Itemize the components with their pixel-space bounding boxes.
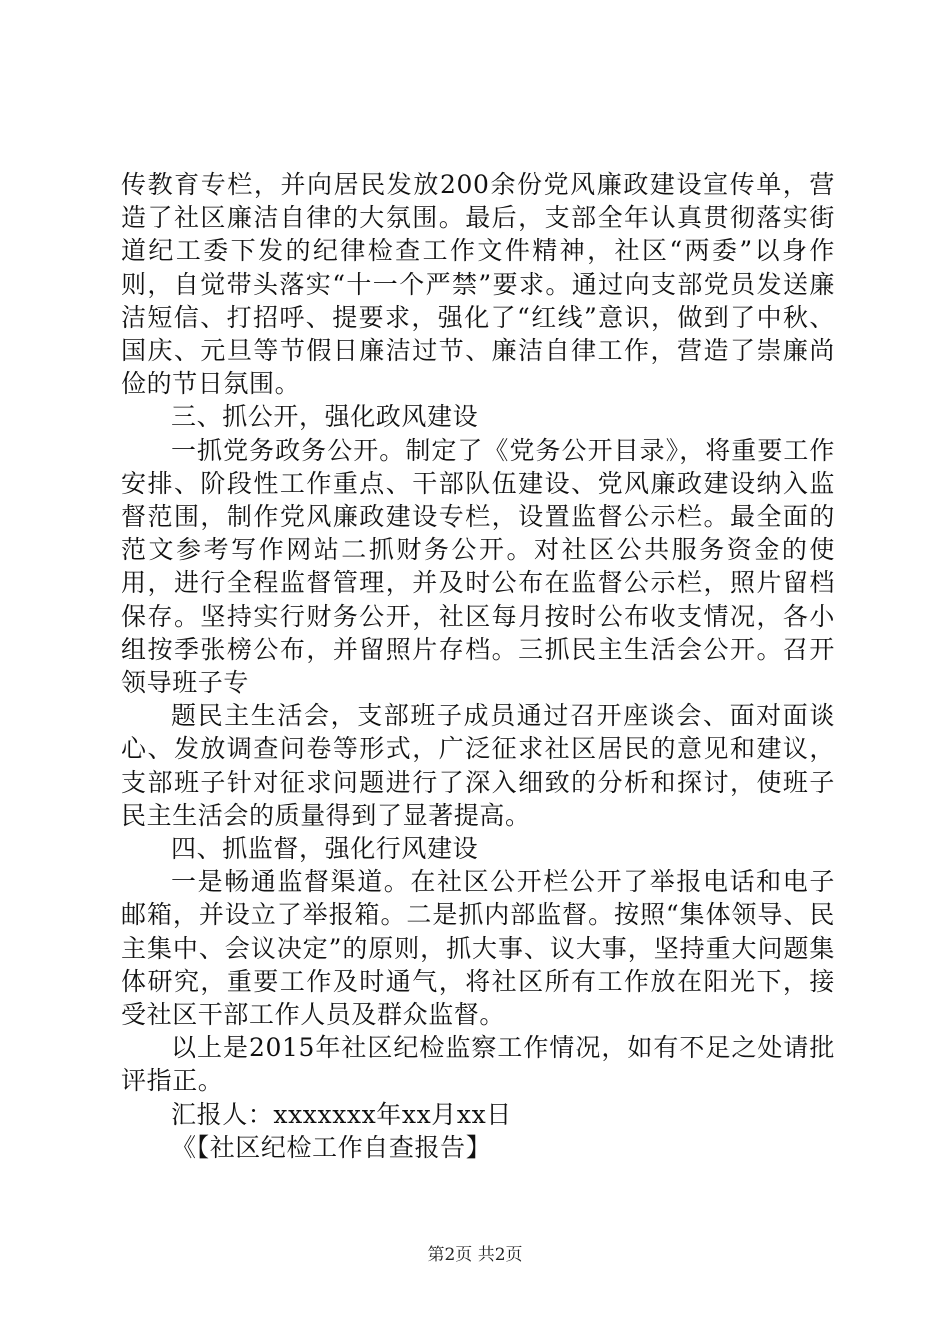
- paragraph-intro: 传教育专栏，并向居民发放200余份党风廉政建设宣传单，营造了社区廉洁自律的大氛围。最后，支部全年认真贯彻落实街道纪工委下发的纪律检查工作文件精神，社区“两委”以身作则，自觉带头落实“十一个严禁”要求。通过向支部党员发送廉洁短信、打招呼、提要求，强化了“红线”意识，做到了中秋、国庆、元旦等节假日廉洁过节、廉洁自律工作，营造了崇廉尚俭的节日氛围。: [121, 170, 835, 399]
- document-body: [121, 168, 835, 1164]
- reporter-line: 汇报人：xxxxxxx年xx月xx日: [171, 1099, 512, 1129]
- paragraph-supervision: 一是畅通监督渠道。在社区公开栏公开了举报电话和电子邮箱，并设立了举报箱。二是抓内部监督。按照“集体领导、民主集中、会议决定”的原则，抓大事、议大事，坚持重大问题集体研究，重要工作及时通气，将社区所有工作放在阳光下，接受社区干部工作人员及群众监督。: [121, 867, 835, 1030]
- heading-section-4: 四、抓监督，强化行风建设: [171, 834, 479, 864]
- document-title-reference: 《【社区纪检工作自查报告】: [171, 1132, 492, 1162]
- paragraph-conclusion: 以上是2015年社区纪检监察工作情况，如有不足之处请批评指正。: [121, 1033, 835, 1096]
- heading-section-3: 三、抓公开，强化政风建设: [171, 402, 479, 432]
- paragraph-democratic-meeting: 题民主生活会，支部班子成员通过召开座谈会、面对面谈心、发放调查问卷等形式，广泛征求社区居民的意见和建议，支部班子针对征求问题进行了深入细致的分析和探讨，使班子民主生活会的质量得到了显著提高。: [121, 701, 835, 830]
- paragraph-party-affairs: 一抓党务政务公开。制定了《党务公开目录》，将重要工作安排、阶段性工作重点、干部队伍建设、党风廉政建设纳入监督范围，制作党风廉政建设专栏，设置监督公示栏。最全面的范文参考写作网站二抓财务公开。对社区公共服务资金的使用，进行全程监督管理，并及时公布在监督公示栏，照片留档保存。坚持实行财务公开，社区每月按时公布收支情况，各小组按季张榜公布，并留照片存档。三抓民主生活会公开。召开领导班子专: [121, 435, 835, 698]
- page-number-footer: 第2页 共2页: [427, 1245, 523, 1265]
